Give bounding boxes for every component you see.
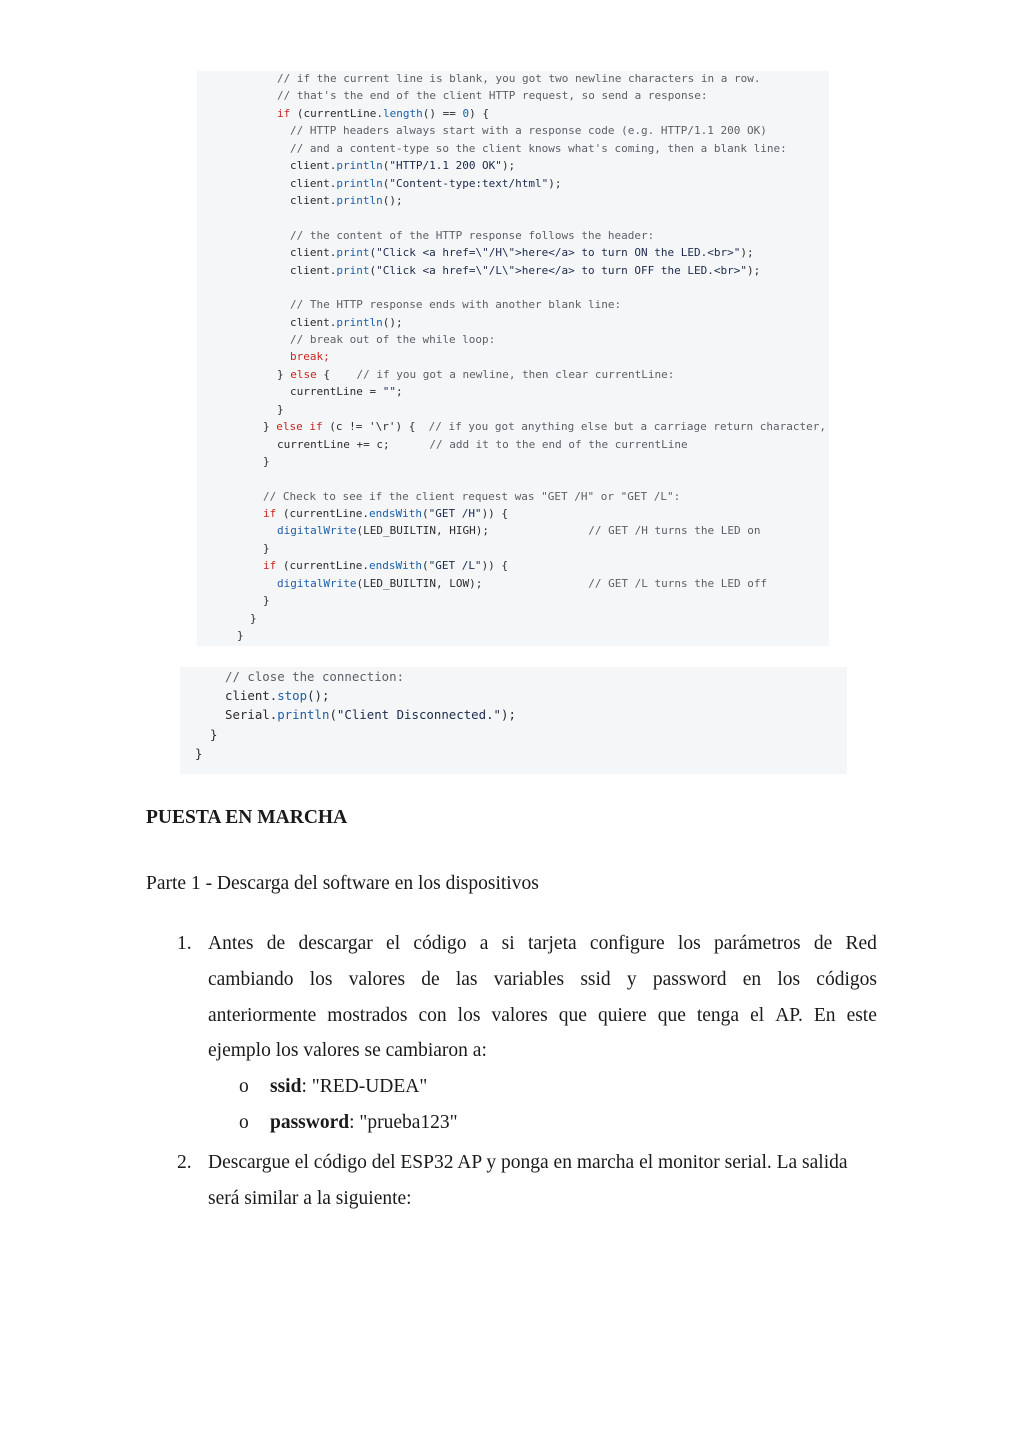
code-line: }	[237, 629, 244, 642]
code-line: client.println();	[290, 316, 403, 329]
list-number: 1.	[177, 933, 192, 954]
code-line: // that's the end of the client HTTP request, so send a response:	[277, 89, 708, 102]
code-line: // The HTTP response ends with another blank line:	[290, 298, 622, 311]
list-item-line: anteriormente mostrados con los valores que quiere que tenga el AP. En este	[208, 1005, 877, 1026]
code-line: // and a content-type so the client knows what's coming, then a blank line:	[290, 142, 787, 155]
sub-bullet: o	[239, 1112, 249, 1133]
code-line: digitalWrite(LED_BUILTIN, LOW); // GET /L turns the LED off	[277, 577, 768, 590]
code-line: Serial.println("Client Disconnected.");	[225, 707, 516, 722]
code-block-http-response	[197, 71, 829, 646]
sub-item-password: password: "prueba123"	[270, 1112, 458, 1133]
code-line: if (currentLine.endsWith("GET /H")) {	[263, 507, 509, 520]
code-line: // if the current line is blank, you got two newline characters in a row.	[277, 72, 761, 85]
code-line: } else { // if you got a newline, then clear currentLine:	[277, 368, 675, 381]
code-line: // HTTP headers always start with a response code (e.g. HTTP/1.1 200 OK)	[290, 124, 767, 137]
code-line: }	[210, 727, 218, 742]
code-line: digitalWrite(LED_BUILTIN, HIGH); // GET /H turns the LED on	[277, 524, 761, 537]
list-item-line: ejemplo los valores se cambiaron a:	[208, 1040, 487, 1061]
code-line: if (currentLine.length() == 0) {	[277, 107, 489, 120]
list-number: 2.	[177, 1152, 192, 1173]
code-line: currentLine = "";	[290, 385, 403, 398]
code-line: }	[195, 746, 203, 761]
code-line: client.stop();	[225, 688, 330, 703]
code-line: client.println();	[290, 194, 403, 207]
code-line: }	[263, 455, 270, 468]
sub-bullet: o	[239, 1076, 249, 1097]
code-line: // the content of the HTTP response follows the header:	[290, 229, 655, 242]
code-line: }	[250, 612, 257, 625]
code-line: if (currentLine.endsWith("GET /L")) {	[263, 559, 509, 572]
code-line: client.print("Click <a href=\"/L\">here</a> to turn OFF the LED.<br>");	[290, 264, 761, 277]
list-item-line: cambiando los valores de las variables ssid y password en los códigos	[208, 969, 877, 990]
code-line: } else if (c != '\r') { // if you got anything else but a carriage return character,	[263, 420, 826, 433]
code-line: }	[263, 542, 270, 555]
code-line: // close the connection:	[225, 669, 405, 684]
code-line: currentLine += c; // add it to the end of the currentLine	[277, 438, 688, 451]
code-line: // break out of the while loop:	[290, 333, 496, 346]
part-title: Parte 1 - Descarga del software en los dispositivos	[146, 873, 539, 894]
code-line: }	[263, 594, 270, 607]
sub-item-ssid: ssid: "RED-UDEA"	[270, 1076, 428, 1097]
code-line: }	[277, 403, 284, 416]
code-line: break;	[290, 350, 330, 363]
list-item-line: Descargue el código del ESP32 AP y ponga en marcha el monitor serial. La salida	[208, 1152, 848, 1173]
code-block-close-connection	[180, 667, 847, 774]
code-line: client.print("Click <a href=\"/H\">here</a> to turn ON the LED.<br>");	[290, 246, 754, 259]
code-line: client.println("Content-type:text/html");	[290, 177, 562, 190]
list-item-line: será similar a la siguiente:	[208, 1188, 412, 1209]
list-item-line: Antes de descargar el código a si tarjeta configure los parámetros de Red	[208, 933, 877, 954]
section-heading: PUESTA EN MARCHA	[146, 807, 348, 828]
code-line: client.println("HTTP/1.1 200 OK");	[290, 159, 516, 172]
code-line: // Check to see if the client request was "GET /H" or "GET /L":	[263, 490, 681, 503]
